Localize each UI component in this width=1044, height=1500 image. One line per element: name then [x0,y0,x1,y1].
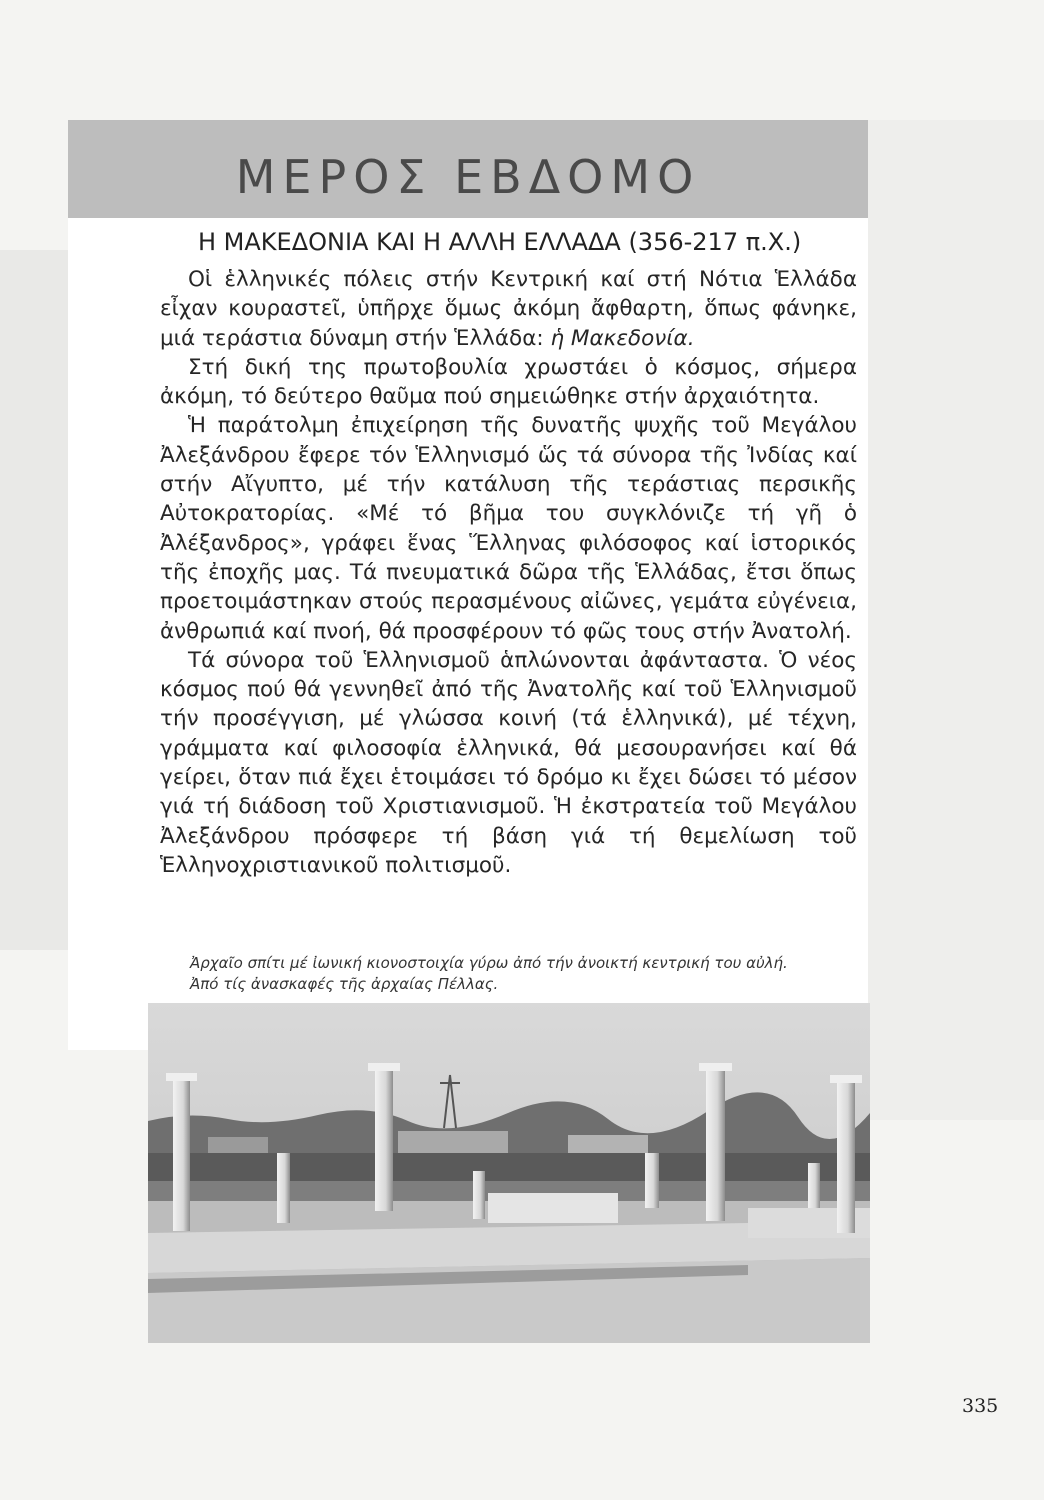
part-title-band [68,120,868,218]
photo-pella-colonnade [148,1003,870,1343]
bleed-through-left [0,250,68,950]
caption-line-1: Ἀρχαῖο σπίτι μέ ἰωνική κιονοστοιχία γύρω ἀπό τήν ἀνοικτή κεντρική του αὐλή. [190,954,788,972]
paragraph-2: Στή δική της πρωτοβουλία χρωστάει ὁ κόσμος, σήμερα ἀκόμη, τό δεύτερο θαῦμα πού σημειώθηκε στήν ἀρχαιότητα. [160,354,857,410]
bleed-through-right [868,120,1044,1120]
chapter-panel [68,120,868,1050]
paragraph-1-emphasis: ἡ Μακεδονία. [550,325,695,351]
body-text [160,265,857,880]
figure-caption [190,953,870,995]
part-title: ΜΕΡΟΣ ΕΒΔΟΜΟ [235,150,701,204]
paragraph-1 [160,265,857,353]
caption-line-2: Ἀπό τίς ἀνασκαφές τῆς ἀρχαίας Πέλλας. [190,975,499,993]
paragraph-3: Ἡ παράτολμη ἐπιχείρηση τῆς δυνατῆς ψυχῆς τοῦ Μεγάλου Ἀλεξάνδρου ἔφερε τόν Ἑλληνισμό ὥς τά σύνορα τῆς Ἰνδίας καί στήν Αἴγυπτο, μέ τήν κατάλυση τῆς τεράστιας περσικῆς Αὐτοκρατορίας. «Μέ τό βῆμα του συγκλόνιζε τή γῆ ὁ Ἀλέξανδρος», γράφει ἕνας Ἕλληνας φιλόσοφος καί ἱστορικός τῆς ἐποχῆς μας. Τά πνευματικά δῶρα τῆς Ἑλλάδας, ἔτσι ὅπως προετοιμάστηκαν στούς περασμένους αἰῶνες, γεμάτα εὐγένεια, ἀνθρωπιά καί πνοή, θά προσφέρουν τό φῶς τους στήν Ἀνατολή. [160,413,857,644]
page-number: 335 [962,1395,999,1417]
chapter-title: Η ΜΑΚΕΔΟΝΙΑ ΚΑΙ Η ΑΛΛΗ ΕΛΛΑΔΑ (356-217 π.Χ.) [198,228,802,256]
paragraph-1-text: Οἱ ἑλληνικές πόλεις στήν Κεντρική καί στή Νότια Ἑλλάδα εἶχαν κουραστεῖ, ὑπῆρχε ὅμως ἀκόμη ἄφθαρτη, ὅπως φάνηκε, μιά τεράστια δύναμη στήν Ἑλλάδα: [160,267,857,351]
paragraph-4: Τά σύνορα τοῦ Ἑλληνισμοῦ ἁπλώνονται ἀφάνταστα. Ὁ νέος κόσμος πού θά γεννηθεῖ ἀπό τῆς Ἀνατολῆς καί τοῦ Ἑλληνισμοῦ τήν προσέγγιση, μέ γλώσσα κοινή (τά ἑλληνικά), μέ τέχνη, γράμματα καί φιλοσοφία ἑλληνικά, θά μεσουρανήσει καί θά γείρει, ὅταν πιά ἔχει ἑτοιμάσει τό δρόμο κι ἔχει δώσει τό μέσον γιά τή διάδοση τοῦ Χριστιανισμοῦ. Ἡ ἐκστρατεία τοῦ Μεγάλου Ἀλεξάνδρου πρόσφερε τή βάση γιά τή θεμελίωση τοῦ Ἑλληνοχριστιανικοῦ πολιτισμοῦ. [160,647,857,878]
